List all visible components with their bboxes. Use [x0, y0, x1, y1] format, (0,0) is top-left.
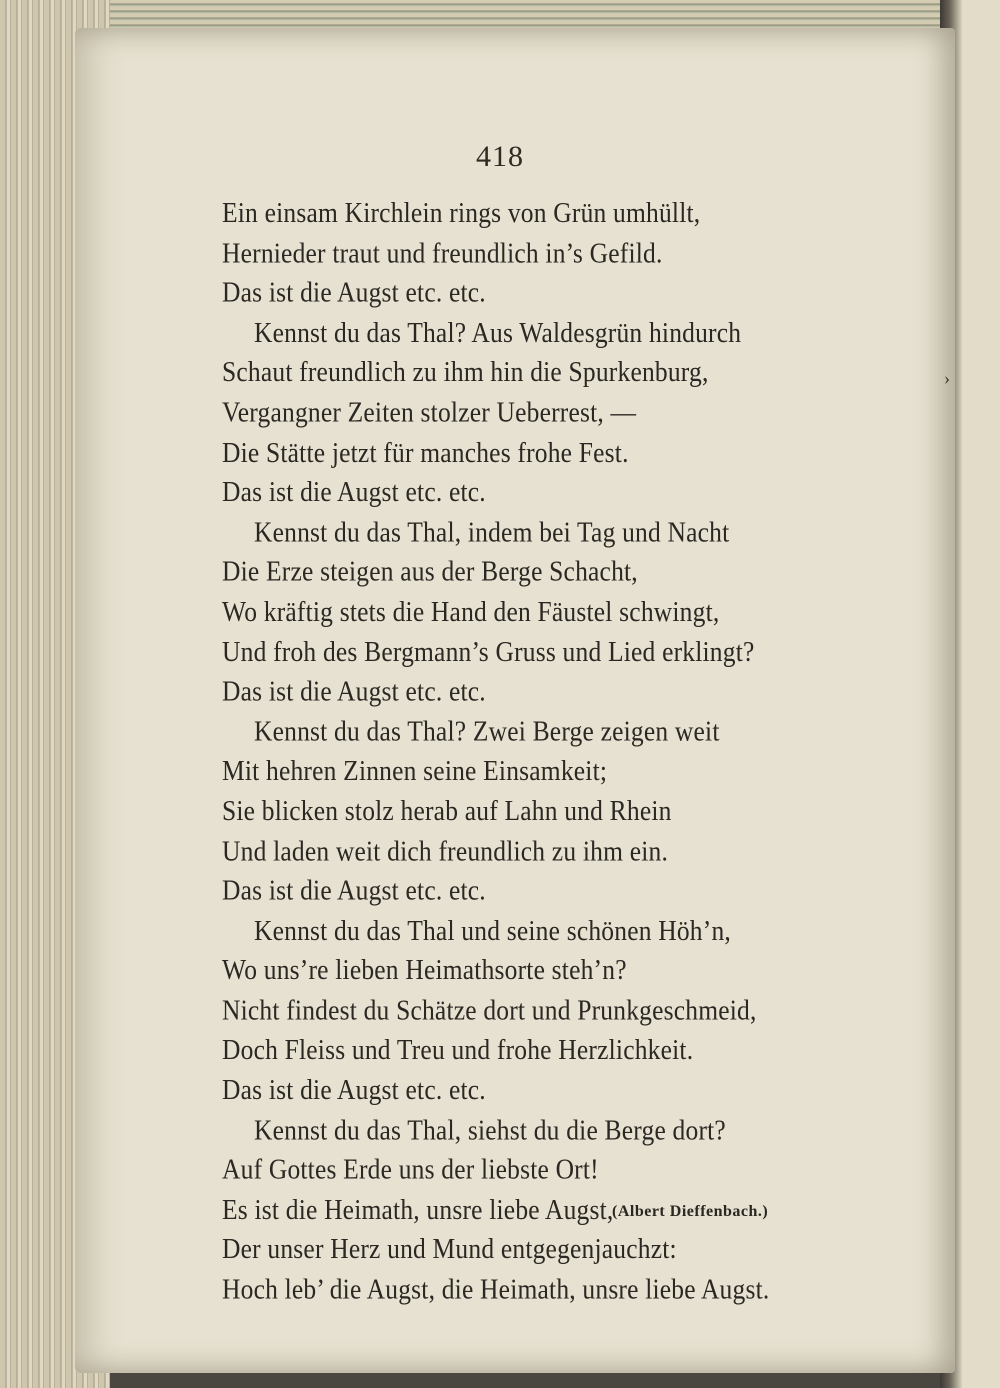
poem-line: Kennst du das Thal, indem bei Tag und Nacht [254, 515, 730, 548]
poem-line: Schaut freundlich zu ihm hin die Spurkenburg, [222, 355, 709, 389]
margin-marker: › [944, 368, 950, 388]
poem-line: Kennst du das Thal? Zwei Berge zeigen weit [254, 714, 720, 748]
poem-line: Die Erze steigen aus der Berge Schacht, [222, 555, 638, 588]
poem-line: Das ist die Augst etc. etc. [222, 1073, 486, 1106]
poem-line: Die Stätte jetzt für manches frohe Fest. [222, 435, 629, 469]
poem-line: Vergangner Zeiten stolzer Ueberrest, — [222, 395, 637, 429]
poem-line: Hernieder traut und freundlich in’s Gefild. [222, 236, 663, 269]
poem-attribution: (Albert Dieffenbach.) [612, 1203, 769, 1220]
poem-line: Auf Gottes Erde uns der liebste Ort! [222, 1153, 599, 1186]
facing-page-edge [962, 0, 1000, 1388]
poem-line: Nicht findest du Schätze dort und Prunkgeschmeid, [222, 993, 757, 1027]
poem-line: Das ist die Augst etc. etc. [222, 475, 486, 508]
poem-line: Kennst du das Thal? Aus Waldesgrün hindurch [254, 315, 742, 349]
poem-text [222, 193, 862, 1309]
poem-line: Der unser Herz und Mund entgegenjauchzt: [222, 1232, 677, 1266]
poem-line: Es ist die Heimath, unsre liebe Augst, [222, 1192, 614, 1226]
poem-line: Doch Fleiss und Treu und frohe Herzlichkeit. [222, 1033, 694, 1067]
poem-line: Kennst du das Thal, siehst du die Berge dort? [254, 1113, 726, 1146]
poem-line: Kennst du das Thal und seine schönen Höh’n, [254, 913, 731, 947]
poem-line: Ein einsam Kirchlein rings von Grün umhüllt, [222, 196, 701, 229]
poem-line: Das ist die Augst etc. etc. [222, 276, 486, 309]
poem-line: Wo kräftig stets die Hand den Fäustel schwingt, [222, 595, 720, 628]
poem-line: Und laden weit dich freundlich zu ihm ein. [222, 834, 669, 867]
poem-line: Und froh des Bergmann’s Gruss und Lied erklingt? [222, 634, 755, 668]
poem-line: Sie blicken stolz herab auf Lahn und Rhein [222, 794, 672, 827]
poem-line: Hoch leb’ die Augst, die Heimath, unsre liebe Augst. [222, 1272, 770, 1306]
page-number: 418 [476, 140, 524, 173]
poem-line: Das ist die Augst etc. etc. [222, 674, 486, 708]
poem-line: Mit hehren Zinnen seine Einsamkeit; [222, 754, 608, 787]
poem-line: Das ist die Augst etc. etc. [222, 874, 486, 907]
poem-line: Wo uns’re lieben Heimathsorte steh’n? [222, 953, 627, 987]
